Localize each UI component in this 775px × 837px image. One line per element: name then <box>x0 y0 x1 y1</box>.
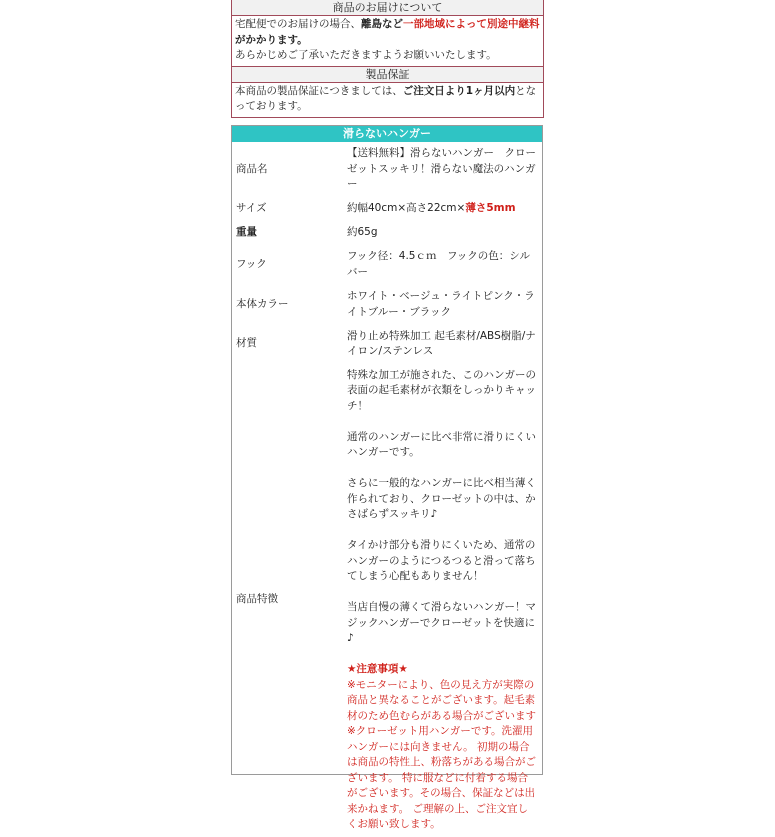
delivery-header: 商品のお届けについて <box>232 0 543 16</box>
feature-paragraph: 当店自慢の薄くて滑らないハンガー！マジックハンガーでクローゼットを快適に♪ <box>347 601 536 644</box>
spec-row-color <box>232 285 542 325</box>
features-text <box>347 364 542 837</box>
spec-key: サイズ <box>236 201 267 214</box>
spec-row-features <box>232 364 542 837</box>
delivery-text-2: がかかります。 <box>235 33 308 46</box>
delivery-text-3: あらかじめご了承いただきますようお願いいたします。 <box>235 49 497 61</box>
size-thickness-text: 薄さ5mm <box>465 201 516 214</box>
spec-key: フック <box>236 257 267 270</box>
feature-paragraph: さらに一般的なハンガーに比べ相当薄く作られており、クローゼットの中は、かさばらずスッキリ♪ <box>347 477 536 520</box>
warranty-header: 製品保証 <box>232 66 543 83</box>
warranty-text-2: となっております。 <box>235 84 537 112</box>
delivery-text-red: 一部地域によって別途中継料 <box>403 18 540 30</box>
spec-value: 滑り止め特殊加工 起毛素材/ABS樹脂/ナイロン/ステンレス <box>347 329 536 357</box>
spec-row-size <box>232 197 542 221</box>
spec-title: 滑らないハンガー <box>232 126 542 142</box>
caution-title: ★注意事項★ <box>347 663 408 675</box>
delivery-text-bold: 離島など <box>361 18 403 30</box>
delivery-text-1: 宅配便でのお届けの場合、 <box>235 18 361 30</box>
spec-row-material <box>232 325 542 364</box>
warranty-text <box>232 83 543 117</box>
feature-paragraph: 通常のハンガーに比べ非常に滑りにくいハンガーです。 <box>347 430 536 458</box>
spec-key: 材質 <box>236 337 257 350</box>
warranty-text-1: 本商品の製品保証につきましては、 <box>235 84 403 97</box>
shipping-notice-box <box>231 0 544 118</box>
spec-key: 商品特徴 <box>236 593 278 606</box>
spec-value: 約65g <box>347 225 378 238</box>
spec-row-weight <box>232 221 542 245</box>
spec-key: 本体カラー <box>236 297 289 310</box>
delivery-text <box>232 16 543 66</box>
product-spec-table <box>231 125 543 830</box>
spec-row-name <box>232 142 542 197</box>
caution-text: ※モニターにより、色の見え方が実際の商品と異なることがございます。起毛素材のため色むらがある場合がございます※クローゼット用ハンガーです。洗濯用ハンガーには向きません。 初期の場合は商品の特性上、粉落ちがある場合がございます。 特に服などに付着する場合がございます。その場合、保証などは出来かねます。 ご理解の上、ご注文宜しくお願い致します。 <box>347 678 536 830</box>
spec-key: 重量 <box>236 225 257 238</box>
spec-value: 【送料無料】滑らないハンガー クローゼットスッキリ！滑らない魔法のハンガー <box>347 147 536 190</box>
spec-key: 商品名 <box>236 162 268 175</box>
spec-value: ホワイト・ベージュ・ライトピンク・ライトブルー・ブラック <box>347 290 535 318</box>
size-text: 約幅40cm×高さ22cm× <box>347 201 466 214</box>
spec-value <box>347 197 542 221</box>
feature-paragraph: 特殊な加工が施された、このハンガーの表面の起毛素材が衣類をしっかりキャッチ！ <box>347 368 536 412</box>
warranty-text-bold: ご注文日より1ヶ月以内 <box>402 84 516 97</box>
feature-paragraph: タイかけ部分も滑りにくいため、通常のハンガーのようにつるつると滑って落ちてしまう心配もありません！ <box>347 539 536 582</box>
spec-row-hook <box>232 245 542 285</box>
spec-value: フック径：4.5ｃｍ フックの色：シルバー <box>347 250 530 278</box>
spec-rows <box>232 142 542 837</box>
